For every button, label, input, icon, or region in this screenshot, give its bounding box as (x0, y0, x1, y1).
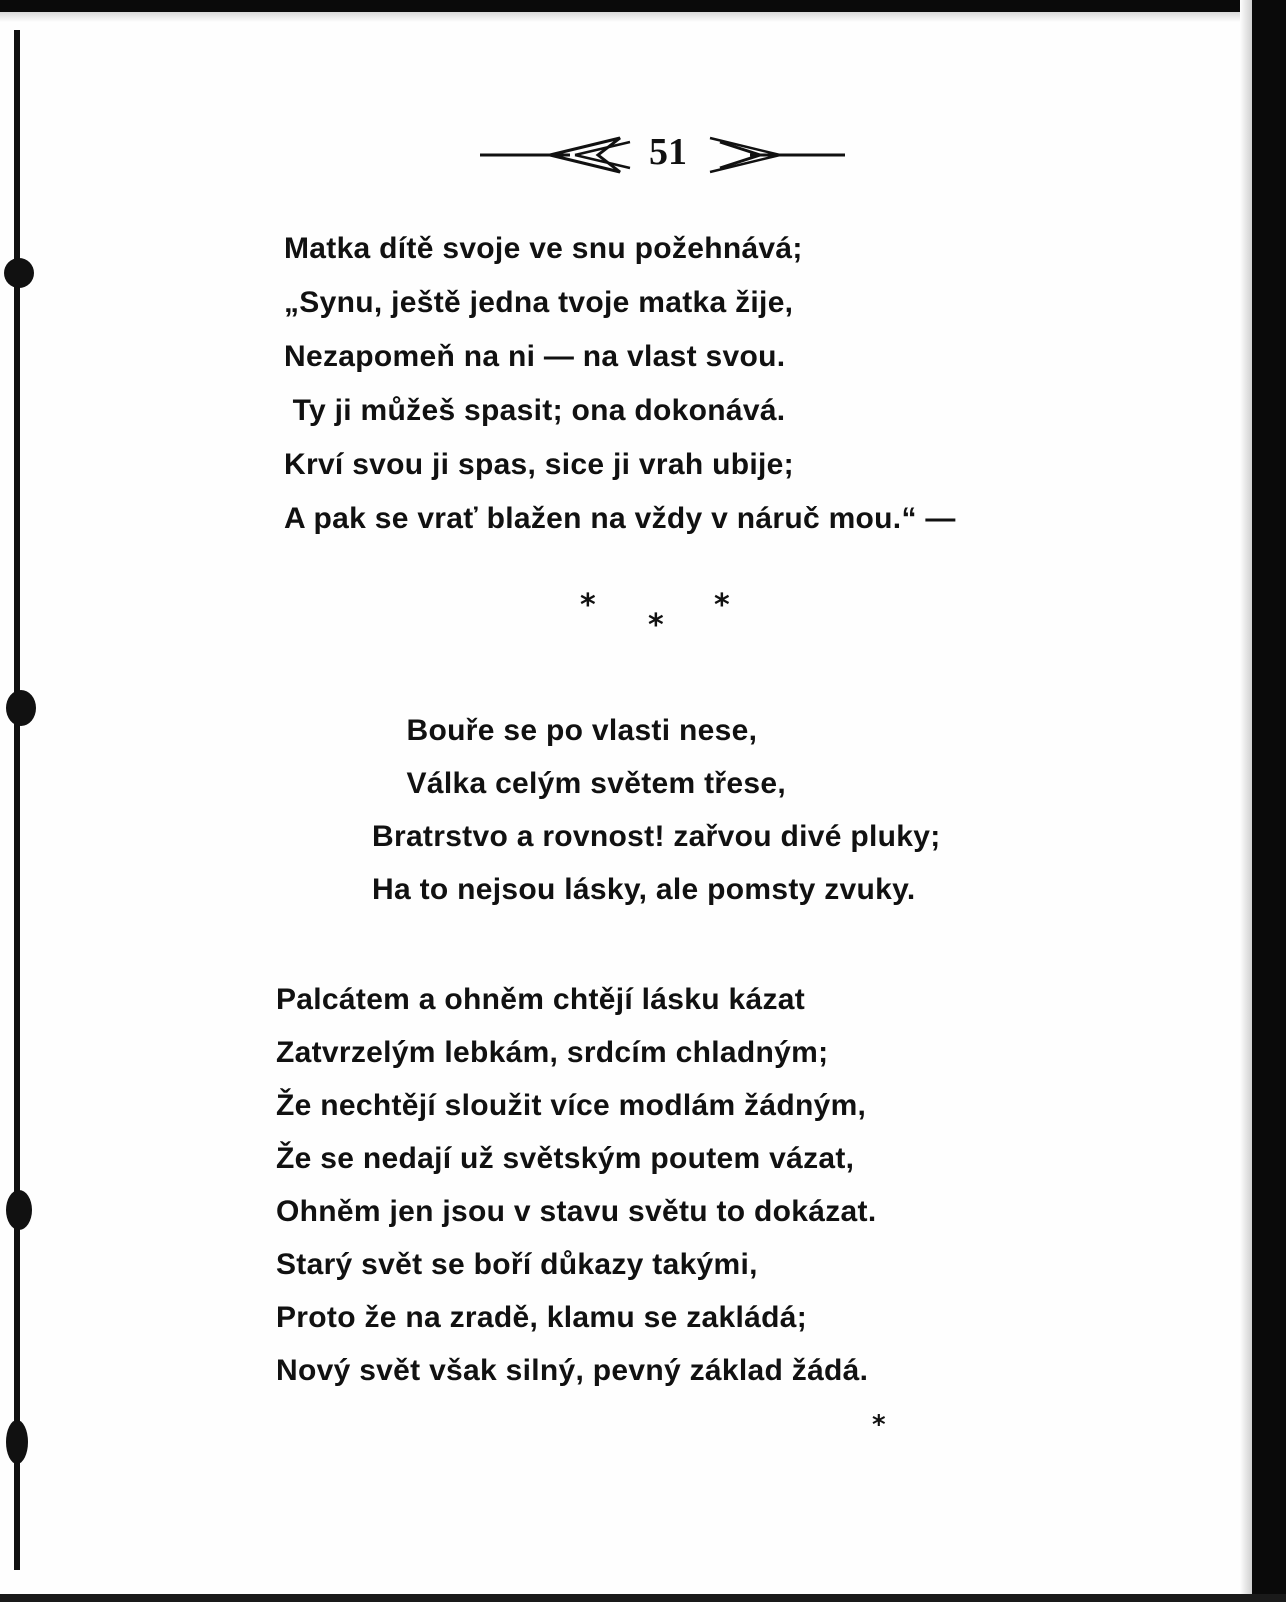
verse-line: Ty ji můžeš spasit; ona dokonává. (284, 394, 786, 427)
verse-line: Starý svět se boří důkazy takými, (276, 1248, 758, 1281)
asterism-divider (580, 588, 740, 648)
ink-blot (6, 690, 36, 726)
verse-line: Nový svět však silný, pevný základ žádá. (276, 1354, 869, 1387)
verse-line: Nezapomeň na ni — na vlast svou. (284, 340, 786, 373)
stanza-1 (284, 222, 956, 546)
stanza-2 (372, 704, 941, 916)
verse-line: Palcátem a ohněm chtějí lásku kázat (276, 983, 806, 1016)
scan-edge-bottom (0, 1594, 1286, 1602)
ink-blot (6, 1420, 28, 1464)
verse-line: Ha to nejsou lásky, ale pomsty zvuky. (372, 873, 916, 906)
verse-line: Válka celým světem třese, (372, 767, 786, 800)
asterisk: * (648, 608, 664, 643)
asterisk: * (714, 588, 730, 623)
double-arrow-left-ornament (480, 128, 640, 178)
verse-line: A pak se vrať blažen na vždy v náruč mou.“ — (284, 502, 956, 535)
ink-blot (4, 258, 34, 288)
verse-line: „Synu, ještě jedna tvoje matka žije, (284, 286, 794, 319)
page-number: 51 (649, 131, 687, 173)
catchword-asterisk: * (872, 1410, 886, 1440)
ink-blot (6, 1190, 32, 1230)
verse-line: Krví svou ji spas, sice ji vrah ubije; (284, 448, 794, 481)
scan-edge-right (1252, 0, 1286, 1602)
verse-line: Proto že na zradě, klamu se zakládá; (276, 1301, 807, 1334)
verse-line: Že nechtějí sloužit více modlám žádným, (276, 1089, 867, 1122)
verse-line: Matka dítě svoje ve snu požehnává; (284, 232, 803, 265)
stanza-3 (276, 973, 876, 1397)
scan-edge-top (0, 0, 1286, 12)
page-header (480, 128, 860, 178)
verse-line: Že se nedají už světským poutem vázat, (276, 1142, 855, 1175)
scan-shadow-top (0, 12, 1286, 22)
verse-line: Bouře se po vlasti nese, (372, 714, 758, 747)
double-arrow-right-ornament (700, 128, 860, 178)
asterisk: * (580, 588, 596, 623)
verse-line: Ohněm jen jsou v stavu světu to dokázat. (276, 1195, 877, 1228)
verse-line: Zatvrzelým lebkám, srdcím chladným; (276, 1036, 829, 1069)
scan-shadow-right (1240, 0, 1252, 1602)
verse-line: Bratrstvo a rovnost! zařvou divé pluky; (372, 820, 941, 853)
